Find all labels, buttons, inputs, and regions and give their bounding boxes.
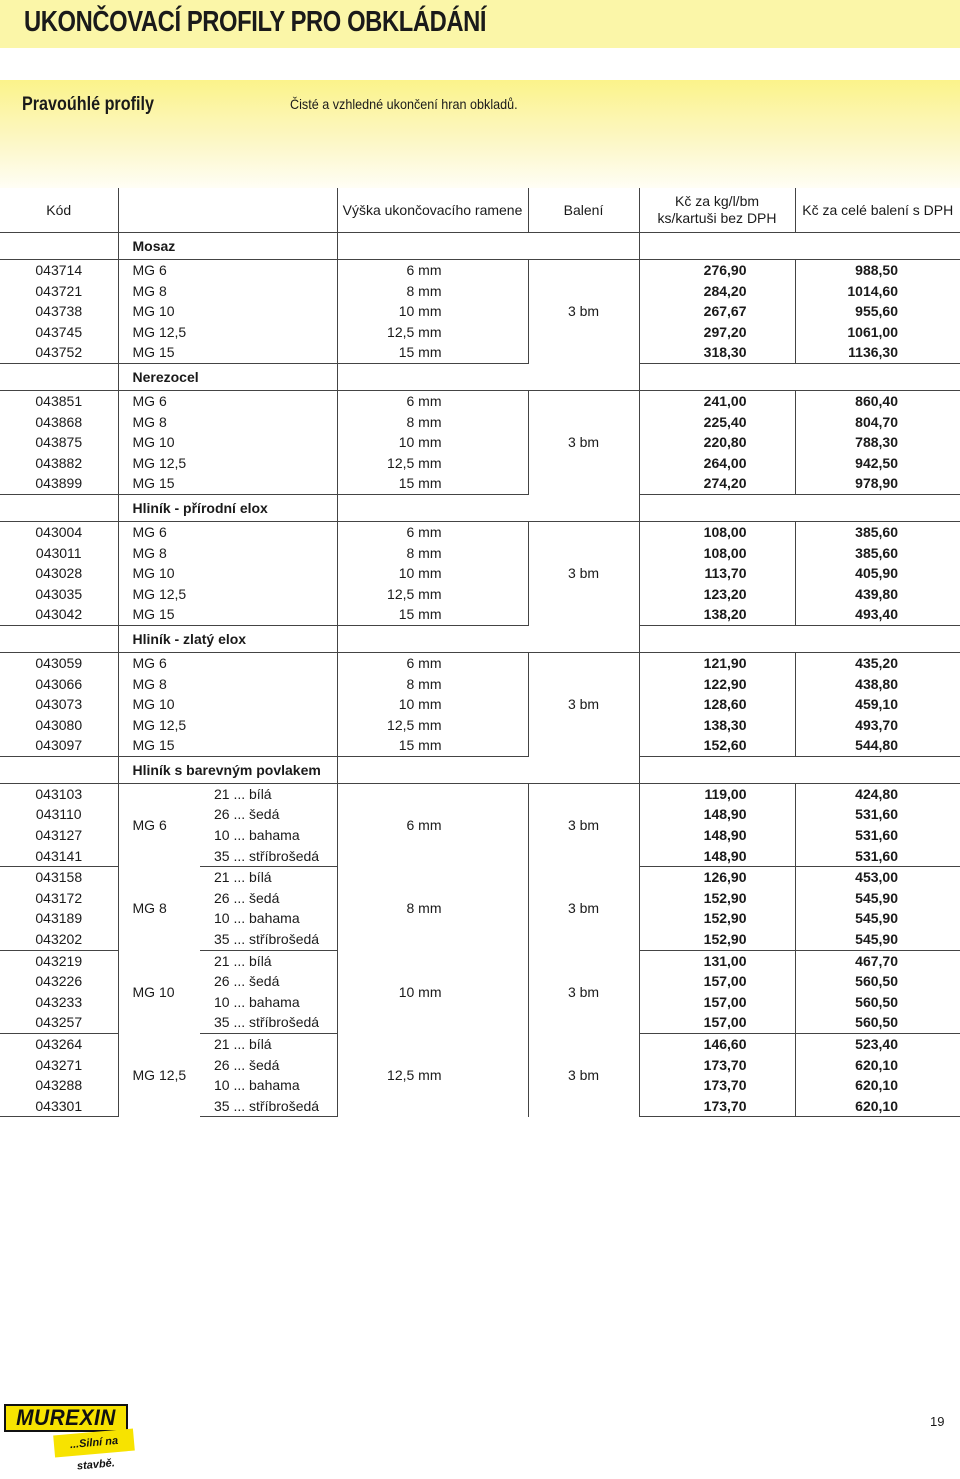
cell-profile: MG 12,5	[118, 322, 337, 343]
section-description: Čisté a vzhledné ukončení hran obkladů.	[290, 96, 518, 112]
cell-profile: MG 6	[118, 390, 337, 411]
cell-price-package: 438,80	[795, 674, 960, 695]
group-spacer	[639, 625, 960, 652]
table-row	[0, 412, 960, 433]
cell-price-package: 385,60	[795, 543, 960, 564]
cell-color: 10 ... bahama	[214, 910, 300, 927]
group-name: Nerezocel	[118, 363, 337, 390]
page-title: UKONČOVACÍ PROFILY PRO OBKLÁDÁNÍ	[24, 6, 487, 38]
cell-price-package: 560,50	[795, 971, 960, 992]
cell-price-unit: 108,00	[639, 521, 795, 542]
cell-price-unit: 126,90	[639, 867, 795, 888]
cell-price-unit: 241,00	[639, 390, 795, 411]
cell-price-package: 467,70	[795, 950, 960, 971]
cell-price-package: 544,80	[795, 735, 960, 756]
cell-profile: MG 15	[118, 473, 337, 494]
cell-packaging: 3 bm	[528, 867, 639, 950]
cell-height: 15 mm	[337, 473, 528, 494]
cell-profile: MG 8	[118, 412, 337, 433]
table-row	[0, 301, 960, 322]
cell-kod: 043059	[35, 654, 83, 671]
cell-price-unit: 274,20	[639, 473, 795, 494]
cell-height: 6 mm	[337, 521, 528, 542]
cell-price-package: 620,10	[795, 1096, 960, 1117]
cell-profile: MG 10	[118, 301, 337, 322]
group-header-row	[0, 363, 960, 390]
cell-kod: 043127	[35, 827, 83, 844]
cell-price-package: 988,50	[795, 260, 960, 281]
group-spacer	[337, 756, 528, 783]
cell-kod: 043011	[35, 544, 82, 561]
cell-kod: 043066	[35, 675, 83, 692]
cell-packaging: 3 bm	[528, 1034, 639, 1117]
group-name: Hliník s barevným povlakem	[118, 756, 337, 783]
group-name: Hliník - zlatý elox	[118, 625, 337, 652]
cell-price-unit: 122,90	[639, 674, 795, 695]
table-row	[0, 390, 960, 411]
cell-kod: 043851	[35, 392, 83, 409]
table-row	[0, 674, 960, 695]
cell-kod: 043233	[35, 993, 83, 1010]
cell-height: 12,5 mm	[337, 322, 528, 343]
cell-price-package: 804,70	[795, 412, 960, 433]
page-number: 19	[930, 1414, 945, 1429]
cell-price-package: 1136,30	[795, 342, 960, 363]
cell-height: 10 mm	[337, 432, 528, 453]
cell-price-package: 1014,60	[795, 281, 960, 302]
group-header-row	[0, 233, 960, 260]
cell-price-package: 439,80	[795, 584, 960, 605]
group-spacer	[0, 233, 118, 260]
header-price-per-unit	[639, 188, 795, 233]
cell-profile: MG 10	[118, 950, 200, 1033]
cell-height: 10 mm	[337, 694, 528, 715]
cell-price-unit: 267,67	[639, 301, 795, 322]
cell-kod: 043875	[35, 434, 83, 451]
cell-kod: 043264	[35, 1036, 83, 1052]
cell-price-unit: 318,30	[639, 342, 795, 363]
cell-price-package: 523,40	[795, 1034, 960, 1055]
cell-height: 6 mm	[337, 260, 528, 281]
cell-color: 21 ... bílá	[214, 1036, 272, 1052]
table-row	[0, 260, 960, 281]
cell-profile: MG 10	[118, 432, 337, 453]
cell-price-unit: 152,90	[639, 929, 795, 950]
cell-price-package: 955,60	[795, 301, 960, 322]
cell-height: 8 mm	[337, 674, 528, 695]
group-header-row	[0, 625, 960, 652]
header-vyska: Výška ukončovacího ramene	[337, 188, 528, 233]
table-row	[0, 432, 960, 453]
cell-price-package: 942,50	[795, 453, 960, 474]
cell-price-unit: 123,20	[639, 584, 795, 605]
cell-packaging: 3 bm	[528, 260, 639, 364]
cell-price-package: 385,60	[795, 521, 960, 542]
group-spacer	[528, 363, 639, 390]
cell-price-unit: 108,00	[639, 543, 795, 564]
header-price-package: Kč za celé balení s DPH	[795, 188, 960, 233]
cell-kod: 043035	[35, 585, 83, 602]
table-header-row	[0, 188, 960, 233]
cell-packaging: 3 bm	[528, 652, 639, 756]
cell-kod: 043172	[35, 889, 83, 906]
cell-kod: 043110	[35, 806, 82, 823]
cell-kod: 043141	[0, 846, 118, 867]
slogan-text: ...Silní na stavbě.	[69, 1434, 119, 1473]
cell-price-package: 620,10	[795, 1075, 960, 1096]
cell-profile: MG 6	[118, 783, 200, 866]
cell-price-unit: 220,80	[639, 432, 795, 453]
cell-height: 6 mm	[337, 390, 528, 411]
cell-price-package: 493,70	[795, 715, 960, 736]
cell-price-package: 424,80	[795, 783, 960, 804]
table-row	[0, 453, 960, 474]
group-spacer	[639, 494, 960, 521]
cell-color: 35 ... stříbrošedá	[200, 929, 337, 950]
group-spacer	[0, 756, 118, 783]
group-spacer	[639, 756, 960, 783]
cell-kod: 043738	[35, 303, 83, 320]
cell-kod: 043042	[0, 604, 118, 625]
cell-kod: 043158	[35, 869, 83, 886]
cell-kod: 043882	[35, 454, 83, 471]
cell-kod: 043226	[35, 973, 83, 990]
cell-color: 26 ... šedá	[214, 889, 280, 906]
table-row	[0, 694, 960, 715]
cell-price-package: 531,60	[795, 846, 960, 867]
group-spacer	[0, 363, 118, 390]
cell-price-unit: 148,90	[639, 825, 795, 846]
cell-price-unit: 148,90	[639, 846, 795, 867]
group-spacer	[337, 494, 528, 521]
cell-price-unit: 157,00	[639, 971, 795, 992]
group-header-row	[0, 494, 960, 521]
cell-price-package: 1061,00	[795, 322, 960, 343]
cell-kod: 043004	[35, 523, 83, 540]
cell-color: 26 ... šedá	[214, 1056, 280, 1073]
cell-price-unit: 148,90	[639, 804, 795, 825]
cell-price-unit: 152,90	[639, 888, 795, 909]
cell-height: 8 mm	[337, 281, 528, 302]
table-row	[0, 867, 960, 888]
cell-price-package: 620,10	[795, 1055, 960, 1076]
cell-profile: MG 15	[118, 735, 337, 756]
cell-height: 12,5 mm	[337, 584, 528, 605]
cell-price-unit: 173,70	[639, 1096, 795, 1117]
cell-profile: MG 12,5	[118, 715, 337, 736]
cell-price-package: 545,90	[795, 888, 960, 909]
cell-price-unit: 297,20	[639, 322, 795, 343]
table-row	[0, 281, 960, 302]
cell-height: 12,5 mm	[337, 715, 528, 736]
cell-profile: MG 12,5	[118, 1034, 200, 1117]
cell-color: 10 ... bahama	[214, 1077, 300, 1094]
cell-kod: 043714	[35, 262, 83, 278]
cell-profile: MG 6	[118, 260, 337, 281]
table-row	[0, 473, 960, 494]
cell-price-unit: 138,30	[639, 715, 795, 736]
cell-kod: 043899	[0, 473, 118, 494]
cell-profile: MG 12,5	[118, 584, 337, 605]
cell-price-package: 493,40	[795, 604, 960, 625]
cell-packaging: 3 bm	[528, 950, 639, 1033]
cell-price-package: 560,50	[795, 1012, 960, 1033]
table-row	[0, 604, 960, 625]
table-row	[0, 652, 960, 673]
group-spacer	[528, 756, 639, 783]
cell-price-unit: 173,70	[639, 1055, 795, 1076]
cell-height: 12,5 mm	[337, 453, 528, 474]
cell-price-unit: 225,40	[639, 412, 795, 433]
cell-color: 21 ... bílá	[214, 869, 272, 886]
cell-packaging: 3 bm	[528, 783, 639, 866]
cell-price-unit: 264,00	[639, 453, 795, 474]
cell-kod: 043288	[35, 1077, 83, 1094]
cell-height: 6 mm	[337, 652, 528, 673]
cell-price-unit: 157,00	[639, 1012, 795, 1033]
table-row	[0, 342, 960, 363]
cell-color: 26 ... šedá	[214, 973, 280, 990]
cell-kod: 043721	[35, 282, 83, 299]
group-spacer	[528, 494, 639, 521]
cell-price-unit: 173,70	[639, 1075, 795, 1096]
table-row	[0, 584, 960, 605]
cell-kod: 043080	[35, 716, 83, 733]
group-spacer	[337, 625, 528, 652]
slogan-badge	[53, 1429, 135, 1473]
cell-profile: MG 8	[118, 281, 337, 302]
cell-price-package: 545,90	[795, 929, 960, 950]
cell-price-package: 531,60	[795, 804, 960, 825]
cell-price-package: 860,40	[795, 390, 960, 411]
cell-kod: 043752	[0, 342, 118, 363]
table-row	[0, 735, 960, 756]
cell-price-unit: 284,20	[639, 281, 795, 302]
group-spacer	[337, 363, 528, 390]
group-header-row	[0, 756, 960, 783]
cell-price-package: 545,90	[795, 908, 960, 929]
cell-price-unit: 119,00	[639, 783, 795, 804]
cell-color: 35 ... stříbrošedá	[200, 1096, 337, 1117]
cell-kod: 043073	[35, 696, 83, 713]
group-spacer	[528, 233, 639, 260]
cell-height: 10 mm	[337, 563, 528, 584]
cell-height: 15 mm	[337, 342, 528, 363]
cell-height: 10 mm	[337, 950, 528, 1033]
cell-color: 21 ... bílá	[214, 785, 272, 802]
cell-price-unit: 152,90	[639, 908, 795, 929]
cell-color: 10 ... bahama	[214, 827, 300, 844]
cell-profile: MG 10	[118, 694, 337, 715]
cell-color: 10 ... bahama	[214, 993, 300, 1010]
cell-profile: MG 8	[118, 543, 337, 564]
cell-packaging: 3 bm	[528, 390, 639, 494]
table-row	[0, 322, 960, 343]
cell-profile: MG 15	[118, 342, 337, 363]
group-name: Mosaz	[118, 233, 337, 260]
table-row	[0, 1034, 960, 1055]
group-spacer	[639, 363, 960, 390]
cell-height: 10 mm	[337, 301, 528, 322]
table-row	[0, 950, 960, 971]
cell-kod: 043103	[35, 785, 83, 802]
section-title: Pravoúhlé profily	[22, 94, 154, 115]
group-spacer	[0, 625, 118, 652]
group-spacer	[528, 625, 639, 652]
cell-price-package: 405,90	[795, 563, 960, 584]
cell-profile: MG 6	[118, 652, 337, 673]
cell-price-unit: 121,90	[639, 652, 795, 673]
cell-price-unit: 152,60	[639, 735, 795, 756]
cell-price-package: 453,00	[795, 867, 960, 888]
table-row	[0, 563, 960, 584]
cell-price-package: 459,10	[795, 694, 960, 715]
group-spacer	[0, 494, 118, 521]
cell-kod: 043745	[35, 323, 83, 340]
cell-height: 8 mm	[337, 543, 528, 564]
table-row	[0, 543, 960, 564]
cell-kod: 043097	[0, 735, 118, 756]
cell-profile: MG 15	[118, 604, 337, 625]
cell-color: 35 ... stříbrošedá	[200, 846, 337, 867]
cell-height: 6 mm	[337, 783, 528, 866]
logo-text: MUREXIN	[16, 1405, 116, 1430]
table-row	[0, 715, 960, 736]
group-spacer	[639, 233, 960, 260]
header-baleni: Balení	[528, 188, 639, 233]
cell-profile: MG 10	[118, 563, 337, 584]
cell-kod: 043257	[0, 1012, 118, 1033]
cell-height: 8 mm	[337, 867, 528, 950]
cell-price-unit: 113,70	[639, 563, 795, 584]
cell-kod: 043028	[35, 565, 83, 582]
cell-height: 15 mm	[337, 735, 528, 756]
cell-height: 12,5 mm	[337, 1034, 528, 1117]
cell-packaging: 3 bm	[528, 521, 639, 625]
cell-price-package: 978,90	[795, 473, 960, 494]
cell-kod: 043868	[35, 413, 83, 430]
cell-price-unit: 146,60	[639, 1034, 795, 1055]
cell-kod: 043271	[35, 1056, 83, 1073]
cell-color: 26 ... šedá	[214, 806, 280, 823]
cell-price-unit: 157,00	[639, 992, 795, 1013]
cell-price-unit: 138,20	[639, 604, 795, 625]
cell-profile: MG 8	[118, 674, 337, 695]
murexin-logo	[4, 1404, 128, 1432]
cell-price-package: 435,20	[795, 652, 960, 673]
cell-profile: MG 12,5	[118, 453, 337, 474]
cell-price-unit: 128,60	[639, 694, 795, 715]
cell-kod: 043301	[0, 1096, 118, 1117]
header-kod: Kód	[0, 188, 118, 233]
cell-profile: MG 8	[118, 867, 200, 950]
group-name: Hliník - přírodní elox	[118, 494, 337, 521]
cell-price-package: 788,30	[795, 432, 960, 453]
cell-color: 35 ... stříbrošedá	[200, 1012, 337, 1033]
group-spacer	[337, 233, 528, 260]
header-price-line1: Kč za kg/l/bm	[674, 193, 760, 209]
cell-price-package: 560,50	[795, 992, 960, 1013]
price-table	[0, 188, 960, 1117]
cell-price-unit: 276,90	[639, 260, 795, 281]
cell-profile: MG 6	[118, 521, 337, 542]
cell-height: 15 mm	[337, 604, 528, 625]
table-row	[0, 521, 960, 542]
cell-kod: 043202	[0, 929, 118, 950]
cell-kod: 043219	[35, 952, 83, 969]
cell-color: 21 ... bílá	[214, 952, 272, 969]
cell-price-package: 531,60	[795, 825, 960, 846]
cell-price-unit: 131,00	[639, 950, 795, 971]
cell-kod: 043189	[35, 910, 83, 927]
header-blank	[118, 188, 337, 233]
header-price-line2: ks/kartuši bez DPH	[657, 210, 777, 226]
table-row	[0, 783, 960, 804]
cell-height: 8 mm	[337, 412, 528, 433]
